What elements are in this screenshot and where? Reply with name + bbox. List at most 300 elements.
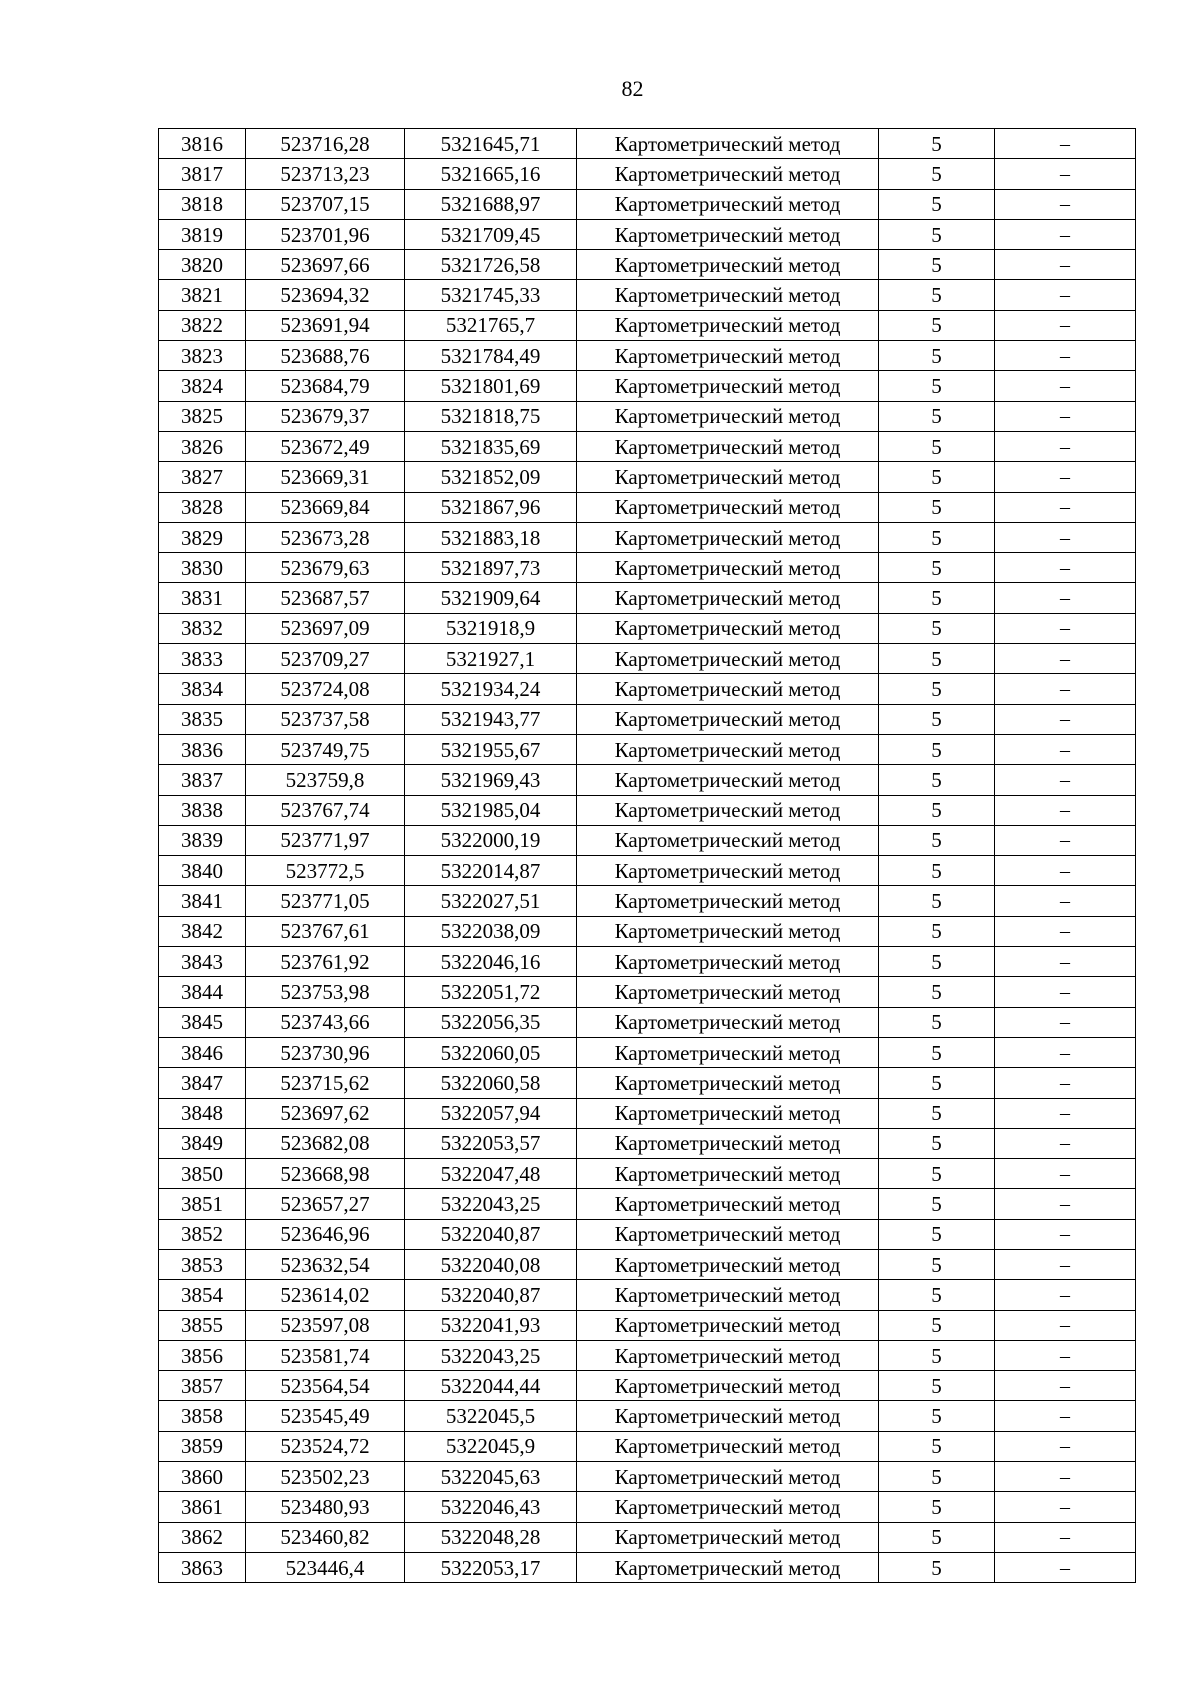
point-number-cell: 3832 bbox=[159, 613, 246, 643]
method-cell: Картометрический метод bbox=[577, 250, 879, 280]
point-number-cell: 3817 bbox=[159, 159, 246, 189]
y-coordinate-cell: 5322046,16 bbox=[405, 947, 577, 977]
x-coordinate-cell: 523688,76 bbox=[246, 341, 405, 371]
method-cell: Картометрический метод bbox=[577, 159, 879, 189]
note-cell: – bbox=[995, 795, 1136, 825]
y-coordinate-cell: 5321867,96 bbox=[405, 492, 577, 522]
y-coordinate-cell: 5322043,25 bbox=[405, 1340, 577, 1370]
note-cell: – bbox=[995, 219, 1136, 249]
table-row bbox=[159, 401, 1136, 431]
accuracy-cell: 5 bbox=[879, 401, 995, 431]
point-number-cell: 3835 bbox=[159, 704, 246, 734]
y-coordinate-cell: 5321927,1 bbox=[405, 644, 577, 674]
table-row bbox=[159, 1037, 1136, 1067]
accuracy-cell: 5 bbox=[879, 1219, 995, 1249]
accuracy-cell: 5 bbox=[879, 886, 995, 916]
point-number-cell: 3836 bbox=[159, 734, 246, 764]
accuracy-cell: 5 bbox=[879, 674, 995, 704]
accuracy-cell: 5 bbox=[879, 219, 995, 249]
x-coordinate-cell: 523669,31 bbox=[246, 462, 405, 492]
x-coordinate-cell: 523701,96 bbox=[246, 219, 405, 249]
table-row bbox=[159, 280, 1136, 310]
point-number-cell: 3858 bbox=[159, 1401, 246, 1431]
y-coordinate-cell: 5322047,48 bbox=[405, 1159, 577, 1189]
point-number-cell: 3842 bbox=[159, 916, 246, 946]
note-cell: – bbox=[995, 1098, 1136, 1128]
coordinates-table bbox=[158, 128, 1136, 1583]
y-coordinate-cell: 5322045,9 bbox=[405, 1431, 577, 1461]
x-coordinate-cell: 523697,09 bbox=[246, 613, 405, 643]
method-cell: Картометрический метод bbox=[577, 1037, 879, 1067]
x-coordinate-cell: 523761,92 bbox=[246, 947, 405, 977]
page-number: 82 bbox=[621, 76, 644, 101]
accuracy-cell: 5 bbox=[879, 159, 995, 189]
x-coordinate-cell: 523657,27 bbox=[246, 1189, 405, 1219]
point-number-cell: 3834 bbox=[159, 674, 246, 704]
y-coordinate-cell: 5322045,63 bbox=[405, 1462, 577, 1492]
table-row bbox=[159, 1098, 1136, 1128]
y-coordinate-cell: 5321818,75 bbox=[405, 401, 577, 431]
method-cell: Картометрический метод bbox=[577, 1310, 879, 1340]
point-number-cell: 3840 bbox=[159, 856, 246, 886]
y-coordinate-cell: 5321943,77 bbox=[405, 704, 577, 734]
accuracy-cell: 5 bbox=[879, 462, 995, 492]
y-coordinate-cell: 5322046,43 bbox=[405, 1492, 577, 1522]
method-cell: Картометрический метод bbox=[577, 734, 879, 764]
x-coordinate-cell: 523691,94 bbox=[246, 310, 405, 340]
table-row bbox=[159, 613, 1136, 643]
y-coordinate-cell: 5321688,97 bbox=[405, 189, 577, 219]
note-cell: – bbox=[995, 583, 1136, 613]
accuracy-cell: 5 bbox=[879, 189, 995, 219]
table-row bbox=[159, 1280, 1136, 1310]
note-cell: – bbox=[995, 280, 1136, 310]
y-coordinate-cell: 5321726,58 bbox=[405, 250, 577, 280]
y-coordinate-cell: 5321934,24 bbox=[405, 674, 577, 704]
x-coordinate-cell: 523502,23 bbox=[246, 1462, 405, 1492]
method-cell: Картометрический метод bbox=[577, 462, 879, 492]
note-cell: – bbox=[995, 947, 1136, 977]
x-coordinate-cell: 523597,08 bbox=[246, 1310, 405, 1340]
method-cell: Картометрический метод bbox=[577, 1280, 879, 1310]
table-row bbox=[159, 1340, 1136, 1370]
method-cell: Картометрический метод bbox=[577, 371, 879, 401]
table-row bbox=[159, 644, 1136, 674]
note-cell: – bbox=[995, 886, 1136, 916]
table-row bbox=[159, 674, 1136, 704]
method-cell: Картометрический метод bbox=[577, 129, 879, 159]
table-row bbox=[159, 250, 1136, 280]
y-coordinate-cell: 5322053,57 bbox=[405, 1128, 577, 1158]
note-cell: – bbox=[995, 1007, 1136, 1037]
accuracy-cell: 5 bbox=[879, 1280, 995, 1310]
table-row bbox=[159, 129, 1136, 159]
accuracy-cell: 5 bbox=[879, 977, 995, 1007]
x-coordinate-cell: 523684,79 bbox=[246, 371, 405, 401]
note-cell: – bbox=[995, 462, 1136, 492]
point-number-cell: 3857 bbox=[159, 1371, 246, 1401]
note-cell: – bbox=[995, 1371, 1136, 1401]
note-cell: – bbox=[995, 1037, 1136, 1067]
point-number-cell: 3823 bbox=[159, 341, 246, 371]
x-coordinate-cell: 523749,75 bbox=[246, 734, 405, 764]
table-row bbox=[159, 947, 1136, 977]
y-coordinate-cell: 5321801,69 bbox=[405, 371, 577, 401]
method-cell: Картометрический метод bbox=[577, 1098, 879, 1128]
accuracy-cell: 5 bbox=[879, 371, 995, 401]
y-coordinate-cell: 5321745,33 bbox=[405, 280, 577, 310]
accuracy-cell: 5 bbox=[879, 1098, 995, 1128]
method-cell: Картометрический метод bbox=[577, 431, 879, 461]
x-coordinate-cell: 523679,63 bbox=[246, 553, 405, 583]
method-cell: Картометрический метод bbox=[577, 341, 879, 371]
x-coordinate-cell: 523772,5 bbox=[246, 856, 405, 886]
accuracy-cell: 5 bbox=[879, 1462, 995, 1492]
note-cell: – bbox=[995, 1492, 1136, 1522]
table-row bbox=[159, 1431, 1136, 1461]
point-number-cell: 3846 bbox=[159, 1037, 246, 1067]
x-coordinate-cell: 523480,93 bbox=[246, 1492, 405, 1522]
point-number-cell: 3826 bbox=[159, 431, 246, 461]
accuracy-cell: 5 bbox=[879, 129, 995, 159]
note-cell: – bbox=[995, 1159, 1136, 1189]
y-coordinate-cell: 5321883,18 bbox=[405, 522, 577, 552]
point-number-cell: 3830 bbox=[159, 553, 246, 583]
table-row bbox=[159, 1128, 1136, 1158]
accuracy-cell: 5 bbox=[879, 341, 995, 371]
y-coordinate-cell: 5322056,35 bbox=[405, 1007, 577, 1037]
point-number-cell: 3859 bbox=[159, 1431, 246, 1461]
x-coordinate-cell: 523713,23 bbox=[246, 159, 405, 189]
y-coordinate-cell: 5321918,9 bbox=[405, 613, 577, 643]
y-coordinate-cell: 5322040,87 bbox=[405, 1280, 577, 1310]
y-coordinate-cell: 5321852,09 bbox=[405, 462, 577, 492]
table-row bbox=[159, 1371, 1136, 1401]
y-coordinate-cell: 5321765,7 bbox=[405, 310, 577, 340]
note-cell: – bbox=[995, 1310, 1136, 1340]
point-number-cell: 3852 bbox=[159, 1219, 246, 1249]
table-row bbox=[159, 492, 1136, 522]
table-row bbox=[159, 310, 1136, 340]
point-number-cell: 3843 bbox=[159, 947, 246, 977]
x-coordinate-cell: 523767,61 bbox=[246, 916, 405, 946]
method-cell: Картометрический метод bbox=[577, 856, 879, 886]
accuracy-cell: 5 bbox=[879, 916, 995, 946]
accuracy-cell: 5 bbox=[879, 1128, 995, 1158]
note-cell: – bbox=[995, 1522, 1136, 1552]
note-cell: – bbox=[995, 734, 1136, 764]
accuracy-cell: 5 bbox=[879, 1431, 995, 1461]
note-cell: – bbox=[995, 189, 1136, 219]
table-row bbox=[159, 1401, 1136, 1431]
x-coordinate-cell: 523709,27 bbox=[246, 644, 405, 674]
accuracy-cell: 5 bbox=[879, 765, 995, 795]
method-cell: Картометрический метод bbox=[577, 1371, 879, 1401]
point-number-cell: 3851 bbox=[159, 1189, 246, 1219]
note-cell: – bbox=[995, 401, 1136, 431]
accuracy-cell: 5 bbox=[879, 250, 995, 280]
x-coordinate-cell: 523771,05 bbox=[246, 886, 405, 916]
table-row bbox=[159, 462, 1136, 492]
table-row bbox=[159, 1219, 1136, 1249]
x-coordinate-cell: 523646,96 bbox=[246, 1219, 405, 1249]
note-cell: – bbox=[995, 159, 1136, 189]
table-row bbox=[159, 341, 1136, 371]
accuracy-cell: 5 bbox=[879, 1340, 995, 1370]
y-coordinate-cell: 5321709,45 bbox=[405, 219, 577, 249]
note-cell: – bbox=[995, 1249, 1136, 1279]
note-cell: – bbox=[995, 674, 1136, 704]
x-coordinate-cell: 523771,97 bbox=[246, 825, 405, 855]
note-cell: – bbox=[995, 492, 1136, 522]
table-row bbox=[159, 1159, 1136, 1189]
y-coordinate-cell: 5321985,04 bbox=[405, 795, 577, 825]
table-row bbox=[159, 916, 1136, 946]
table-row bbox=[159, 977, 1136, 1007]
accuracy-cell: 5 bbox=[879, 522, 995, 552]
method-cell: Картометрический метод bbox=[577, 947, 879, 977]
table-row bbox=[159, 1249, 1136, 1279]
y-coordinate-cell: 5322048,28 bbox=[405, 1522, 577, 1552]
accuracy-cell: 5 bbox=[879, 280, 995, 310]
y-coordinate-cell: 5322057,94 bbox=[405, 1098, 577, 1128]
x-coordinate-cell: 523697,62 bbox=[246, 1098, 405, 1128]
accuracy-cell: 5 bbox=[879, 1249, 995, 1279]
y-coordinate-cell: 5322040,87 bbox=[405, 1219, 577, 1249]
accuracy-cell: 5 bbox=[879, 1037, 995, 1067]
x-coordinate-cell: 523460,82 bbox=[246, 1522, 405, 1552]
method-cell: Картометрический метод bbox=[577, 1492, 879, 1522]
table-row bbox=[159, 1492, 1136, 1522]
table-row bbox=[159, 704, 1136, 734]
y-coordinate-cell: 5322044,44 bbox=[405, 1371, 577, 1401]
note-cell: – bbox=[995, 1462, 1136, 1492]
method-cell: Картометрический метод bbox=[577, 795, 879, 825]
method-cell: Картометрический метод bbox=[577, 1522, 879, 1552]
table-row bbox=[159, 1310, 1136, 1340]
method-cell: Картометрический метод bbox=[577, 644, 879, 674]
note-cell: – bbox=[995, 1128, 1136, 1158]
accuracy-cell: 5 bbox=[879, 1007, 995, 1037]
note-cell: – bbox=[995, 856, 1136, 886]
y-coordinate-cell: 5322060,58 bbox=[405, 1068, 577, 1098]
method-cell: Картометрический метод bbox=[577, 310, 879, 340]
y-coordinate-cell: 5322053,17 bbox=[405, 1552, 577, 1582]
accuracy-cell: 5 bbox=[879, 583, 995, 613]
accuracy-cell: 5 bbox=[879, 310, 995, 340]
method-cell: Картометрический метод bbox=[577, 219, 879, 249]
x-coordinate-cell: 523737,58 bbox=[246, 704, 405, 734]
x-coordinate-cell: 523673,28 bbox=[246, 522, 405, 552]
y-coordinate-cell: 5322027,51 bbox=[405, 886, 577, 916]
method-cell: Картометрический метод bbox=[577, 583, 879, 613]
x-coordinate-cell: 523524,72 bbox=[246, 1431, 405, 1461]
point-number-cell: 3821 bbox=[159, 280, 246, 310]
point-number-cell: 3862 bbox=[159, 1522, 246, 1552]
accuracy-cell: 5 bbox=[879, 644, 995, 674]
y-coordinate-cell: 5321909,64 bbox=[405, 583, 577, 613]
table-row bbox=[159, 1007, 1136, 1037]
note-cell: – bbox=[995, 916, 1136, 946]
point-number-cell: 3848 bbox=[159, 1098, 246, 1128]
point-number-cell: 3827 bbox=[159, 462, 246, 492]
x-coordinate-cell: 523679,37 bbox=[246, 401, 405, 431]
note-cell: – bbox=[995, 1068, 1136, 1098]
point-number-cell: 3816 bbox=[159, 129, 246, 159]
point-number-cell: 3860 bbox=[159, 1462, 246, 1492]
point-number-cell: 3837 bbox=[159, 765, 246, 795]
x-coordinate-cell: 523687,57 bbox=[246, 583, 405, 613]
x-coordinate-cell: 523753,98 bbox=[246, 977, 405, 1007]
method-cell: Картометрический метод bbox=[577, 704, 879, 734]
y-coordinate-cell: 5322045,5 bbox=[405, 1401, 577, 1431]
y-coordinate-cell: 5321784,49 bbox=[405, 341, 577, 371]
note-cell: – bbox=[995, 1219, 1136, 1249]
method-cell: Картометрический метод bbox=[577, 886, 879, 916]
y-coordinate-cell: 5322014,87 bbox=[405, 856, 577, 886]
method-cell: Картометрический метод bbox=[577, 1128, 879, 1158]
x-coordinate-cell: 523581,74 bbox=[246, 1340, 405, 1370]
method-cell: Картометрический метод bbox=[577, 765, 879, 795]
accuracy-cell: 5 bbox=[879, 1310, 995, 1340]
x-coordinate-cell: 523697,66 bbox=[246, 250, 405, 280]
note-cell: – bbox=[995, 431, 1136, 461]
y-coordinate-cell: 5322038,09 bbox=[405, 916, 577, 946]
accuracy-cell: 5 bbox=[879, 1522, 995, 1552]
y-coordinate-cell: 5322051,72 bbox=[405, 977, 577, 1007]
x-coordinate-cell: 523446,4 bbox=[246, 1552, 405, 1582]
point-number-cell: 3825 bbox=[159, 401, 246, 431]
table-row bbox=[159, 856, 1136, 886]
note-cell: – bbox=[995, 310, 1136, 340]
table-row bbox=[159, 1189, 1136, 1219]
note-cell: – bbox=[995, 250, 1136, 280]
accuracy-cell: 5 bbox=[879, 1552, 995, 1582]
table-row bbox=[159, 522, 1136, 552]
table-row bbox=[159, 825, 1136, 855]
note-cell: – bbox=[995, 553, 1136, 583]
note-cell: – bbox=[995, 371, 1136, 401]
x-coordinate-cell: 523694,32 bbox=[246, 280, 405, 310]
y-coordinate-cell: 5321897,73 bbox=[405, 553, 577, 583]
x-coordinate-cell: 523715,62 bbox=[246, 1068, 405, 1098]
method-cell: Картометрический метод bbox=[577, 1007, 879, 1037]
method-cell: Картометрический метод bbox=[577, 1159, 879, 1189]
x-coordinate-cell: 523682,08 bbox=[246, 1128, 405, 1158]
point-number-cell: 3850 bbox=[159, 1159, 246, 1189]
point-number-cell: 3839 bbox=[159, 825, 246, 855]
accuracy-cell: 5 bbox=[879, 613, 995, 643]
point-number-cell: 3828 bbox=[159, 492, 246, 522]
accuracy-cell: 5 bbox=[879, 856, 995, 886]
note-cell: – bbox=[995, 613, 1136, 643]
point-number-cell: 3829 bbox=[159, 522, 246, 552]
note-cell: – bbox=[995, 644, 1136, 674]
y-coordinate-cell: 5321665,16 bbox=[405, 159, 577, 189]
method-cell: Картометрический метод bbox=[577, 977, 879, 1007]
note-cell: – bbox=[995, 1280, 1136, 1310]
point-number-cell: 3819 bbox=[159, 219, 246, 249]
y-coordinate-cell: 5322060,05 bbox=[405, 1037, 577, 1067]
method-cell: Картометрический метод bbox=[577, 613, 879, 643]
method-cell: Картометрический метод bbox=[577, 492, 879, 522]
method-cell: Картометрический метод bbox=[577, 1219, 879, 1249]
accuracy-cell: 5 bbox=[879, 947, 995, 977]
y-coordinate-cell: 5322041,93 bbox=[405, 1310, 577, 1340]
table-row bbox=[159, 219, 1136, 249]
x-coordinate-cell: 523730,96 bbox=[246, 1037, 405, 1067]
table-row bbox=[159, 886, 1136, 916]
y-coordinate-cell: 5321835,69 bbox=[405, 431, 577, 461]
table-row bbox=[159, 553, 1136, 583]
coordinates-table-body bbox=[159, 129, 1136, 1583]
x-coordinate-cell: 523716,28 bbox=[246, 129, 405, 159]
x-coordinate-cell: 523759,8 bbox=[246, 765, 405, 795]
point-number-cell: 3831 bbox=[159, 583, 246, 613]
x-coordinate-cell: 523672,49 bbox=[246, 431, 405, 461]
method-cell: Картометрический метод bbox=[577, 401, 879, 431]
point-number-cell: 3855 bbox=[159, 1310, 246, 1340]
accuracy-cell: 5 bbox=[879, 795, 995, 825]
point-number-cell: 3845 bbox=[159, 1007, 246, 1037]
table-row bbox=[159, 1068, 1136, 1098]
note-cell: – bbox=[995, 765, 1136, 795]
table-row bbox=[159, 1522, 1136, 1552]
x-coordinate-cell: 523632,54 bbox=[246, 1249, 405, 1279]
note-cell: – bbox=[995, 341, 1136, 371]
note-cell: – bbox=[995, 1431, 1136, 1461]
method-cell: Картометрический метод bbox=[577, 522, 879, 552]
table-row bbox=[159, 431, 1136, 461]
point-number-cell: 3838 bbox=[159, 795, 246, 825]
x-coordinate-cell: 523707,15 bbox=[246, 189, 405, 219]
accuracy-cell: 5 bbox=[879, 1068, 995, 1098]
point-number-cell: 3856 bbox=[159, 1340, 246, 1370]
point-number-cell: 3853 bbox=[159, 1249, 246, 1279]
x-coordinate-cell: 523564,54 bbox=[246, 1371, 405, 1401]
y-coordinate-cell: 5321955,67 bbox=[405, 734, 577, 764]
method-cell: Картометрический метод bbox=[577, 1340, 879, 1370]
accuracy-cell: 5 bbox=[879, 825, 995, 855]
method-cell: Картометрический метод bbox=[577, 1552, 879, 1582]
method-cell: Картометрический метод bbox=[577, 674, 879, 704]
note-cell: – bbox=[995, 977, 1136, 1007]
table-row bbox=[159, 371, 1136, 401]
accuracy-cell: 5 bbox=[879, 1189, 995, 1219]
note-cell: – bbox=[995, 825, 1136, 855]
method-cell: Картометрический метод bbox=[577, 553, 879, 583]
point-number-cell: 3863 bbox=[159, 1552, 246, 1582]
note-cell: – bbox=[995, 1401, 1136, 1431]
x-coordinate-cell: 523743,66 bbox=[246, 1007, 405, 1037]
note-cell: – bbox=[995, 129, 1136, 159]
method-cell: Картометрический метод bbox=[577, 189, 879, 219]
method-cell: Картометрический метод bbox=[577, 1068, 879, 1098]
accuracy-cell: 5 bbox=[879, 553, 995, 583]
point-number-cell: 3833 bbox=[159, 644, 246, 674]
accuracy-cell: 5 bbox=[879, 492, 995, 522]
accuracy-cell: 5 bbox=[879, 1401, 995, 1431]
y-coordinate-cell: 5321969,43 bbox=[405, 765, 577, 795]
point-number-cell: 3847 bbox=[159, 1068, 246, 1098]
x-coordinate-cell: 523669,84 bbox=[246, 492, 405, 522]
method-cell: Картометрический метод bbox=[577, 280, 879, 310]
accuracy-cell: 5 bbox=[879, 431, 995, 461]
x-coordinate-cell: 523724,08 bbox=[246, 674, 405, 704]
x-coordinate-cell: 523545,49 bbox=[246, 1401, 405, 1431]
table-row bbox=[159, 159, 1136, 189]
table-row bbox=[159, 1462, 1136, 1492]
